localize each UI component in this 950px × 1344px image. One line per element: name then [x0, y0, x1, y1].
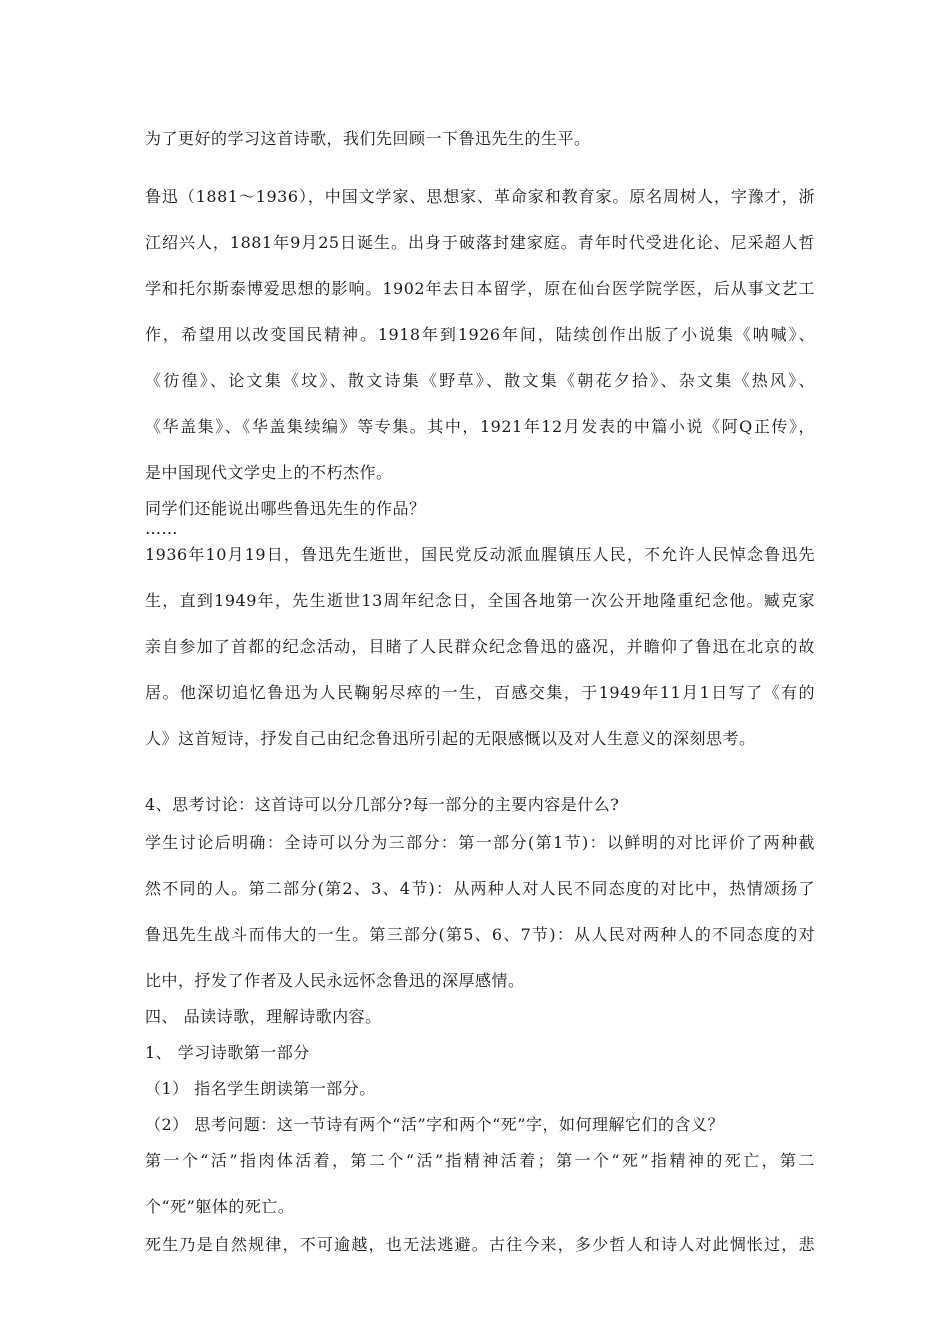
- history-line-2: 生，直到1949年，先生逝世13周年纪念日，全国各地第一次公开地隆重纪念他。臧克家: [145, 591, 815, 610]
- bio-line-2: 江绍兴人，1881年9月25日诞生。出身于破落封建家庭。青年时代受进化论、尼采超人哲: [145, 233, 815, 252]
- section-four-heading: 四、 品读诗歌，理解诗歌内容。: [145, 1007, 382, 1026]
- discussion-line-3: 鲁迅先生战斗而伟大的一生。第三部分(第5、6、7节)：从人民对两种人的不同态度的对: [145, 925, 815, 944]
- history-line-4: 居。他深切追忆鲁迅为人民鞠躬尽瘁的一生，百感交集，于1949年11月1日写了《有的: [145, 683, 815, 702]
- bio-line-4: 作，希望用以改变国民精神。1918年到1926年间，陆续创作出版了小说集《呐喊》、: [145, 325, 815, 344]
- discussion-line-1: 学生讨论后明确：全诗可以分为三部分：第一部分(第1节)：以鲜明的对比评价了两种截: [145, 833, 815, 852]
- ellipsis: ……: [145, 519, 178, 538]
- answer-line-1: 第一个“活”指肉体活着，第二个“活”指精神活着；第一个“死”指精神的死亡，第二: [145, 1151, 815, 1170]
- history-line-5: 人》这首短诗，抒发自己由纪念鲁迅所引起的无限感慨以及对人生意义的深刻思考。: [145, 729, 756, 748]
- history-line-3: 亲自参加了首都的纪念活动，目睹了人民群众纪念鲁迅的盛况，并瞻仰了鲁迅在北京的故: [145, 637, 815, 656]
- answer-line-2: 个“死”躯体的死亡。: [145, 1197, 295, 1216]
- bio-line-7: 是中国现代文学史上的不朽杰作。: [145, 463, 393, 482]
- discussion-line-4: 比中，抒发了作者及人民永远怀念鲁迅的深厚感情。: [145, 971, 525, 990]
- closing-line: 死生乃是自然规律，不可逾越，也无法逃避。古往今来，多少哲人和诗人对此惆怅过，悲: [145, 1235, 815, 1254]
- bio-line-5: 《彷徨》、论文集《坟》、散文诗集《野草》、散文集《朝花夕拾》、杂文集《热风》、: [145, 371, 815, 390]
- intro-line: 为了更好的学习这首诗歌，我们先回顾一下鲁迅先生的生平。: [145, 129, 591, 148]
- bio-line-3: 学和托尔斯泰博爱思想的影响。1902年去日本留学，原在仙台医学院学医，后从事文艺工: [145, 279, 815, 298]
- bio-line-6: 《华盖集》、《华盖集续编》等专集。其中，1921年12月发表的中篇小说《阿Q正传》，: [145, 417, 815, 436]
- step-one: （1） 指名学生朗读第一部分。: [145, 1079, 376, 1098]
- step-two: （2） 思考问题：这一节诗有两个“活”字和两个“死”字，如何理解它们的含义？: [145, 1115, 724, 1134]
- question-works: 同学们还能说出哪些鲁迅先生的作品？: [145, 499, 426, 518]
- bio-line-1: 鲁迅（1881～1936），中国文学家、思想家、革命家和教育家。原名周树人，字豫才，浙: [145, 187, 815, 206]
- subsection-one-heading: 1、 学习诗歌第一部分: [145, 1043, 310, 1062]
- history-line-1: 1936年10月19日，鲁迅先生逝世，国民党反动派血腥镇压人民，不允许人民悼念鲁迅先: [145, 545, 815, 564]
- discussion-line-2: 然不同的人。第二部分(第2、3、4节)：从两种人对人民不同态度的对比中，热情颂扬了: [145, 879, 815, 898]
- discussion-question: 4、思考讨论：这首诗可以分几部分?每一部分的主要内容是什么?: [145, 795, 620, 814]
